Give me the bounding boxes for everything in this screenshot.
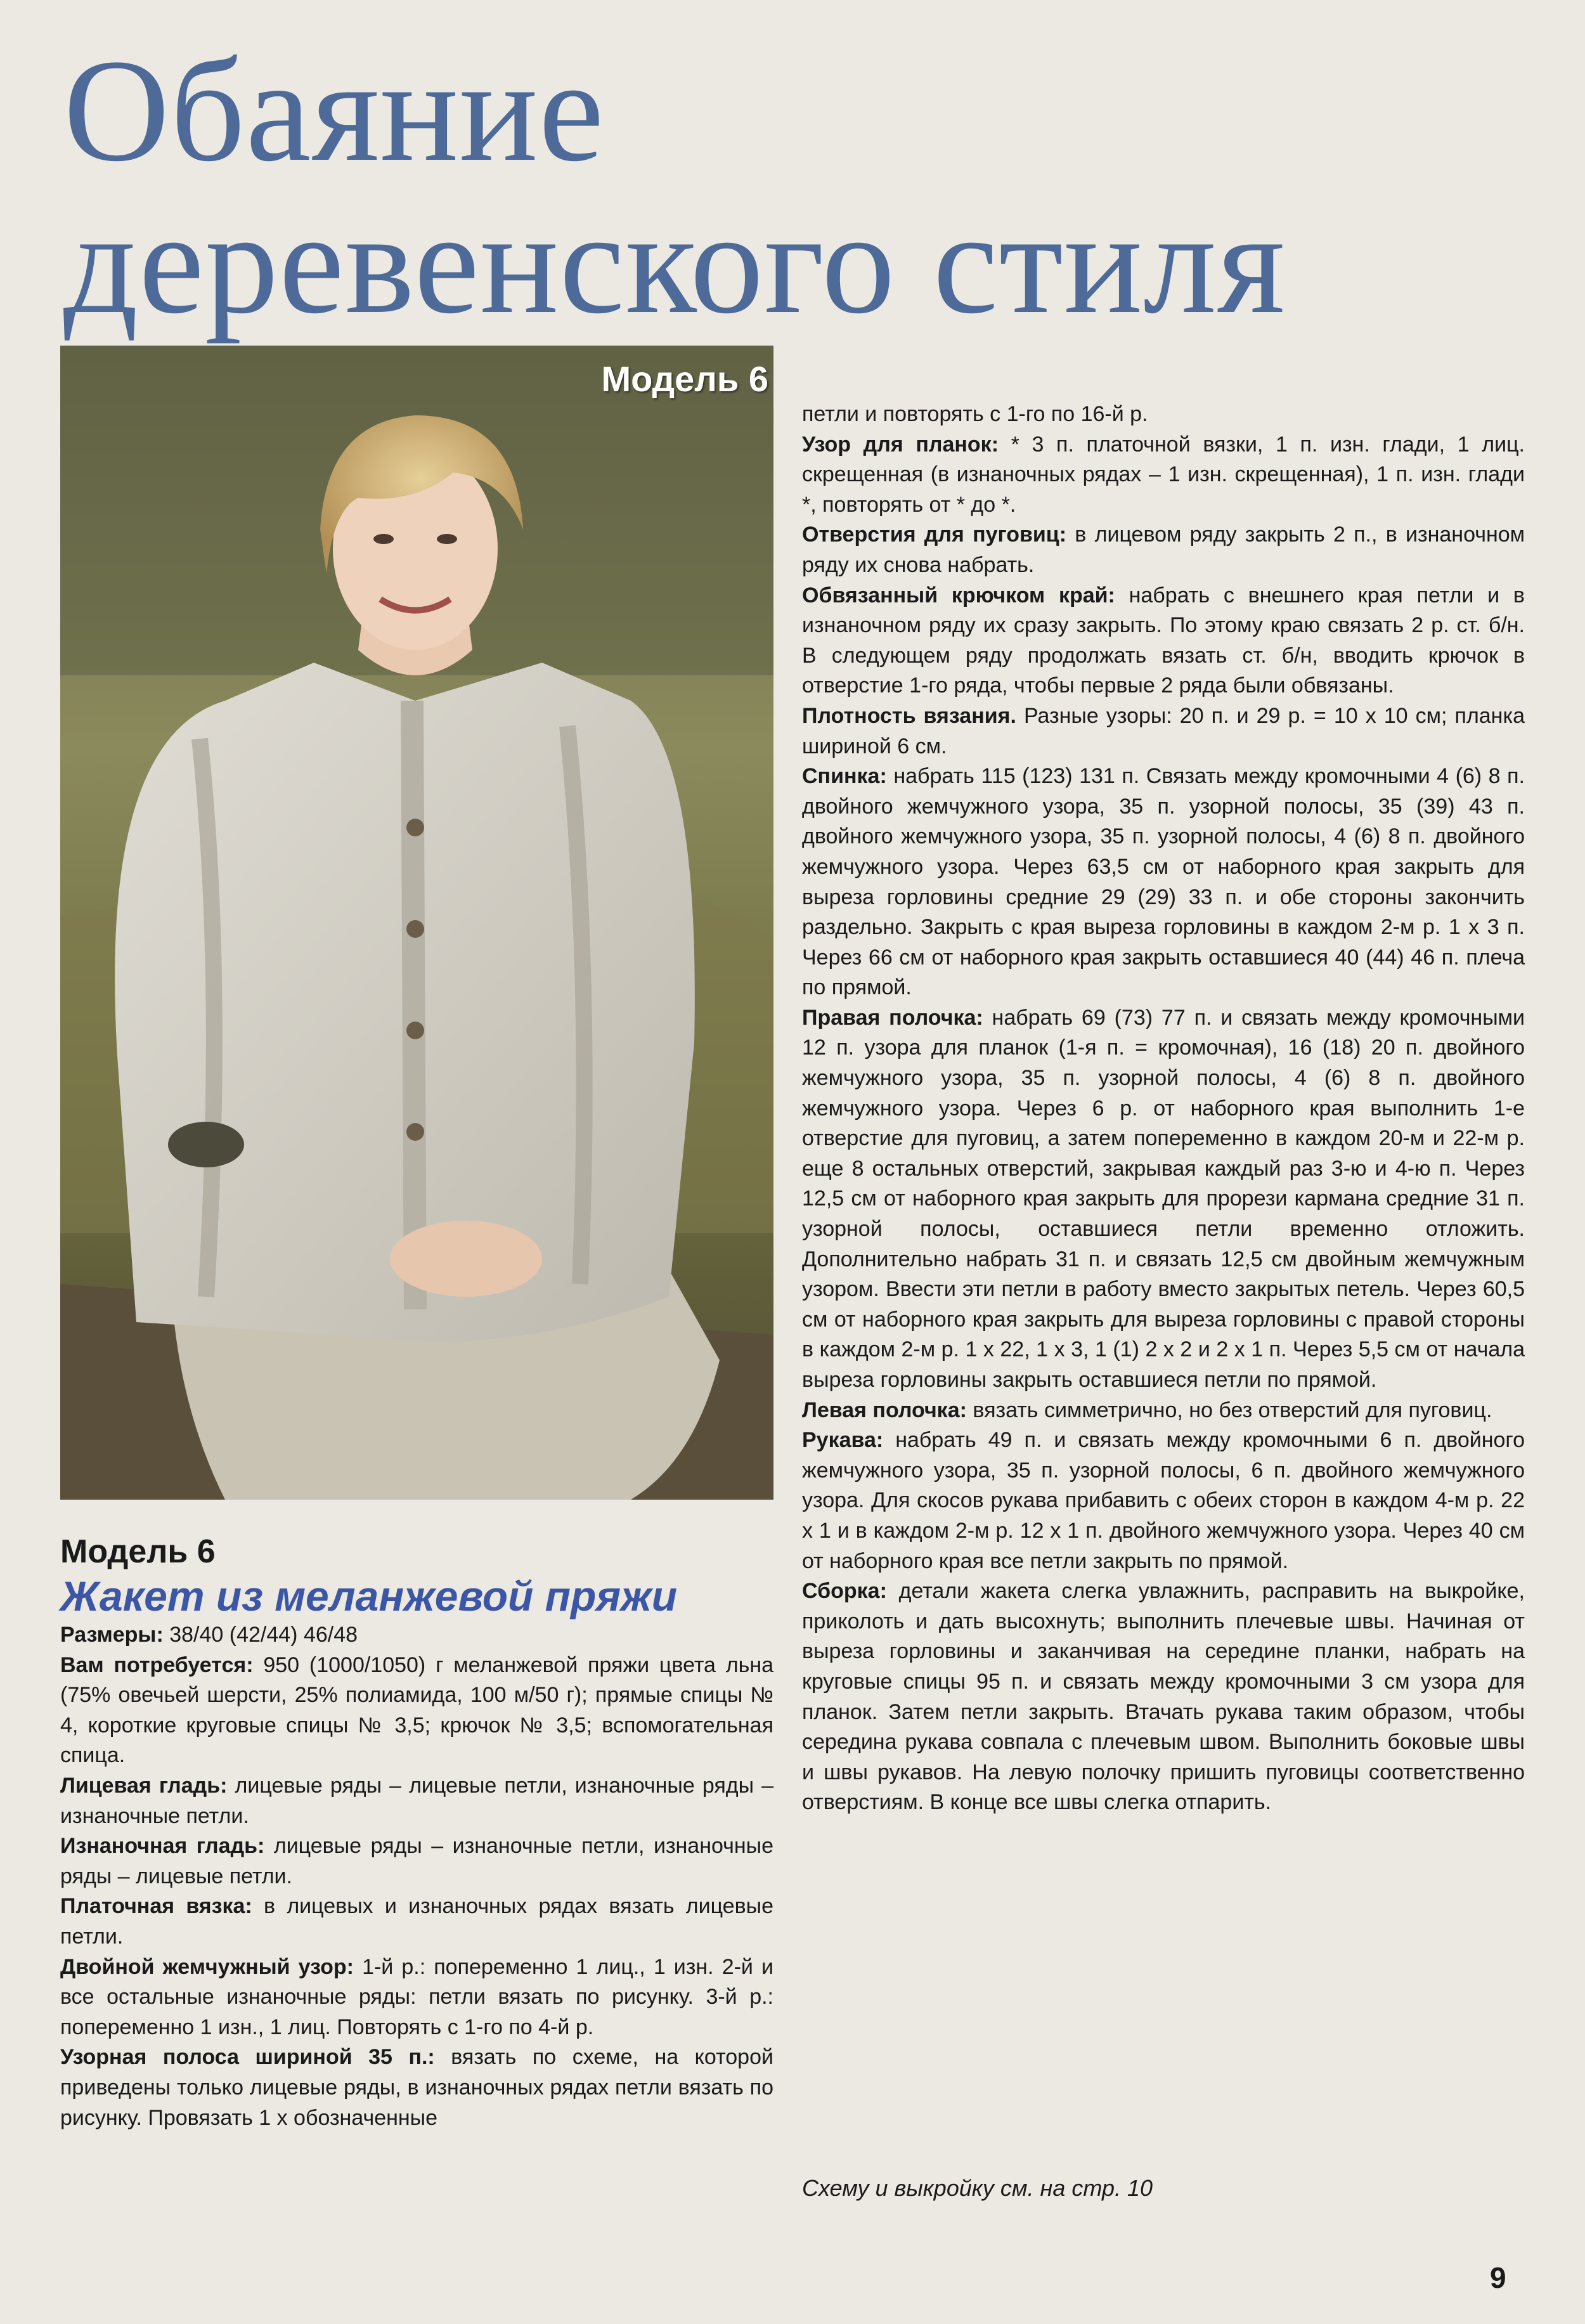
title-line-2: деревенского стиля (63, 181, 1286, 344)
instruction-paragraph (802, 1003, 1525, 1396)
pattern-reference: Схему и выкройку см. на стр. 10 (802, 2175, 1153, 2201)
right-column (802, 399, 1525, 1818)
instruction-paragraph (60, 1831, 773, 1892)
paragraph-body: вязать по схеме, на которой приведены только лицевые ряды, в изнаночных рядах петли вязать по рисунку. Провязать 1 х обозначенные (60, 2045, 773, 2130)
instruction-paragraph (802, 581, 1525, 701)
instruction-paragraph (802, 1425, 1525, 1576)
paragraph-body: * 3 п. платочной вязки, 1 п. изн. глади, 1 лиц. скрещенная (в изнаночных рядах – 1 изн. скрещенная), 1 п. изн. глади *, повторять от * до *. (802, 432, 1525, 517)
paragraph-body: Разные узоры: 20 п. и 29 р. = 10 х 10 см; планка шириной 6 см. (802, 703, 1525, 758)
paragraph-body: детали жакета слегка увлажнить, расправить на выкройке, приколоть и дать высохнуть; выполнить плечевые швы. Начиная от выреза горловины и заканчивая на середине планки, набрать на круговые спицы 95 п. и связать между кромочными 3 см узора для планок. Затем петли закрыть. Втачать рукава таким образом, чтобы середина рукава совпала с плечевым швом. Выполнить боковые швы и швы рукавов. На левую полочку пришить пуговицы соответственно отверстиям. В конце все швы слегка отпарить. (802, 1579, 1525, 1815)
paragraph-body: набрать 69 (73) 77 п. и связать между кромочными 12 п. узора для планок (1-я п. = кромочная), 16 (18) 20 п. двойного жемчужного узора, 35 п. узорной полосы, 4 (6) 8 п. двойного жемчужного узора. Через 6 р. от наборного края выполнить 1-е отверстие для пуговиц, а затем попеременно в каждом 20-м и 22-м р. еще 8 остальных отверстий, закрывая каждый раз 3-ю и 4-ю п. Через 12,5 см от наборного края закрыть для прорези кармана средние 31 п. узорной полосы, оставшиеся петли временно отложить. Дополнительно набрать 31 п. и связать 12,5 см двойным жемчужным узором. Ввести эти петли в работу вместо закрытых петель. Через 60,5 см от наборного края закрыть для выреза горловины с правой стороны в каждом 2-м р. 1 х 22, 1 х 3, 1 (1) 2 х 2 и 2 х 1 п. Через 5,5 см от начала выреза горловины закрыть оставшиеся петли по прямой. (802, 1005, 1525, 1392)
article-subtitle: Жакет из меланжевой пряжи (60, 1573, 678, 1620)
instruction-paragraph (60, 1620, 773, 1651)
instruction-paragraph (60, 1892, 773, 1952)
paragraph-heading: Лицевая гладь: (60, 1773, 228, 1798)
paragraph-heading: Узор для планок: (802, 432, 999, 457)
paragraph-body: петли и повторять с 1-го по 16-й р. (802, 402, 1148, 426)
instruction-paragraph (60, 1771, 773, 1831)
paragraph-heading: Рукава: (802, 1428, 884, 1453)
paragraph-heading: Левая полочка: (802, 1398, 967, 1422)
instruction-paragraph (802, 1576, 1525, 1818)
right-paragraphs (802, 399, 1525, 1818)
paragraph-heading: Спинка: (802, 764, 887, 789)
instruction-paragraph (60, 1651, 773, 1771)
instruction-paragraph (802, 1396, 1525, 1426)
paragraph-body: 950 (1000/1050) г меланжевой пряжи цвета льна (75% овечьей шерсти, 25% полиамида, 100 м/50 г); прямые спицы № 4, короткие круговые спицы № 3,5; крючок № 3,5; вспомогательная спица. (60, 1652, 774, 1768)
paragraph-body: набрать с внешнего края петли и в изнаночном ряду их сразу закрыть. По этому краю связать 2 р. ст. б/н. В следующем ряду продолжать вязать ст. б/н, вводить крючок в отверстие 1-го ряда, чтобы первые 2 ряда были обвязаны. (802, 583, 1525, 698)
instruction-paragraph (802, 701, 1525, 762)
page-title (63, 29, 1458, 344)
paragraph-heading: Сборка: (802, 1579, 887, 1604)
paragraph-heading: Двойной жемчужный узор: (60, 1954, 354, 1979)
photo-illustration (60, 346, 773, 1500)
paragraph-heading: Платочная вязка: (60, 1894, 252, 1919)
paragraph-heading: Узорная полоса шириной 35 п.: (60, 2045, 435, 2070)
paragraph-body: набрать 49 п. и связать между кромочными 6 п. двойного жемчужного узора, 35 п. узорной полосы, 6 п. двойного жемчужного узора. Для скосов рукава прибавить с обеих сторон в каждом 4-м р. 22 х 1 и в каждом 2-м р. 12 х 1 п. двойного жемчужного узора. Через 40 см от наборного края все петли закрыть по прямой. (802, 1428, 1525, 1573)
paragraph-body: в лицевых и изнаночных рядах вязать лицевые петли. (60, 1894, 774, 1949)
paragraph-body: вязать симметрично, но без отверстий для пуговиц. (966, 1398, 1492, 1422)
instruction-paragraph (60, 1952, 773, 2043)
paragraph-heading: Вам потребуется: (60, 1652, 254, 1677)
title-line-1: Обаяние (63, 29, 605, 192)
instruction-paragraph (802, 430, 1525, 521)
photo-model-badge: Модель 6 (601, 359, 768, 399)
instruction-paragraph (802, 399, 1525, 430)
paragraph-heading: Плотность вязания. (802, 703, 1016, 728)
paragraph-body: набрать 115 (123) 131 п. Связать между кромочными 4 (6) 8 п. двойного жемчужного узора, 35 п. узорной полосы, 35 (39) 43 п. двойного жемчужного узора, 35 п. узорной полосы, 4 (6) 8 п. двойного жемчужного узора. Через 63,5 см от наборного края закрыть для выреза горловины средние 29 (29) 33 п. и обе стороны закончить раздельно. Закрыть с края выреза горловины в каждом 2-м р. 1 х 3 п. Через 66 см от наборного края закрыть оставшиеся 40 (44) 46 п. плеча по прямой. (802, 764, 1525, 1000)
paragraph-heading: Обвязанный крючком край: (802, 583, 1115, 607)
page-number: 9 (1490, 2261, 1506, 2294)
paragraph-body: 1-й р.: попеременно 1 лиц., 1 изн. 2-й и все остальные изнаночные ряды: петли вязать по рисунку. 3-й р.: попеременно 1 изн., 1 лиц. Повторять с 1-го по 4-й р. (60, 1954, 773, 2039)
paragraph-body: в лицевом ряду закрыть 2 п., в изнаночном ряду их снова набрать. (802, 523, 1525, 577)
instruction-paragraph (802, 520, 1525, 580)
model-label: Модель 6 (60, 1533, 216, 1570)
instruction-paragraph (802, 762, 1525, 1003)
instruction-paragraph (60, 2042, 773, 2133)
paragraph-body: лицевые ряды – лицевые петли, изнаночные ряды – изнаночные петли. (60, 1773, 774, 1828)
paragraph-heading: Размеры: (60, 1623, 164, 1647)
paragraph-body: 38/40 (42/44) 46/48 (163, 1623, 358, 1647)
model-photo (60, 346, 773, 1500)
paragraph-body: лицевые ряды – изнаночные петли, изнаночные ряды – лицевые петли. (60, 1834, 773, 1888)
left-column (60, 1531, 773, 2133)
left-paragraphs (60, 1620, 773, 2133)
paragraph-heading: Правая полочка: (802, 1005, 983, 1030)
paragraph-heading: Отверстия для пуговиц: (802, 523, 1067, 547)
paragraph-heading: Изнаночная гладь: (60, 1834, 265, 1859)
